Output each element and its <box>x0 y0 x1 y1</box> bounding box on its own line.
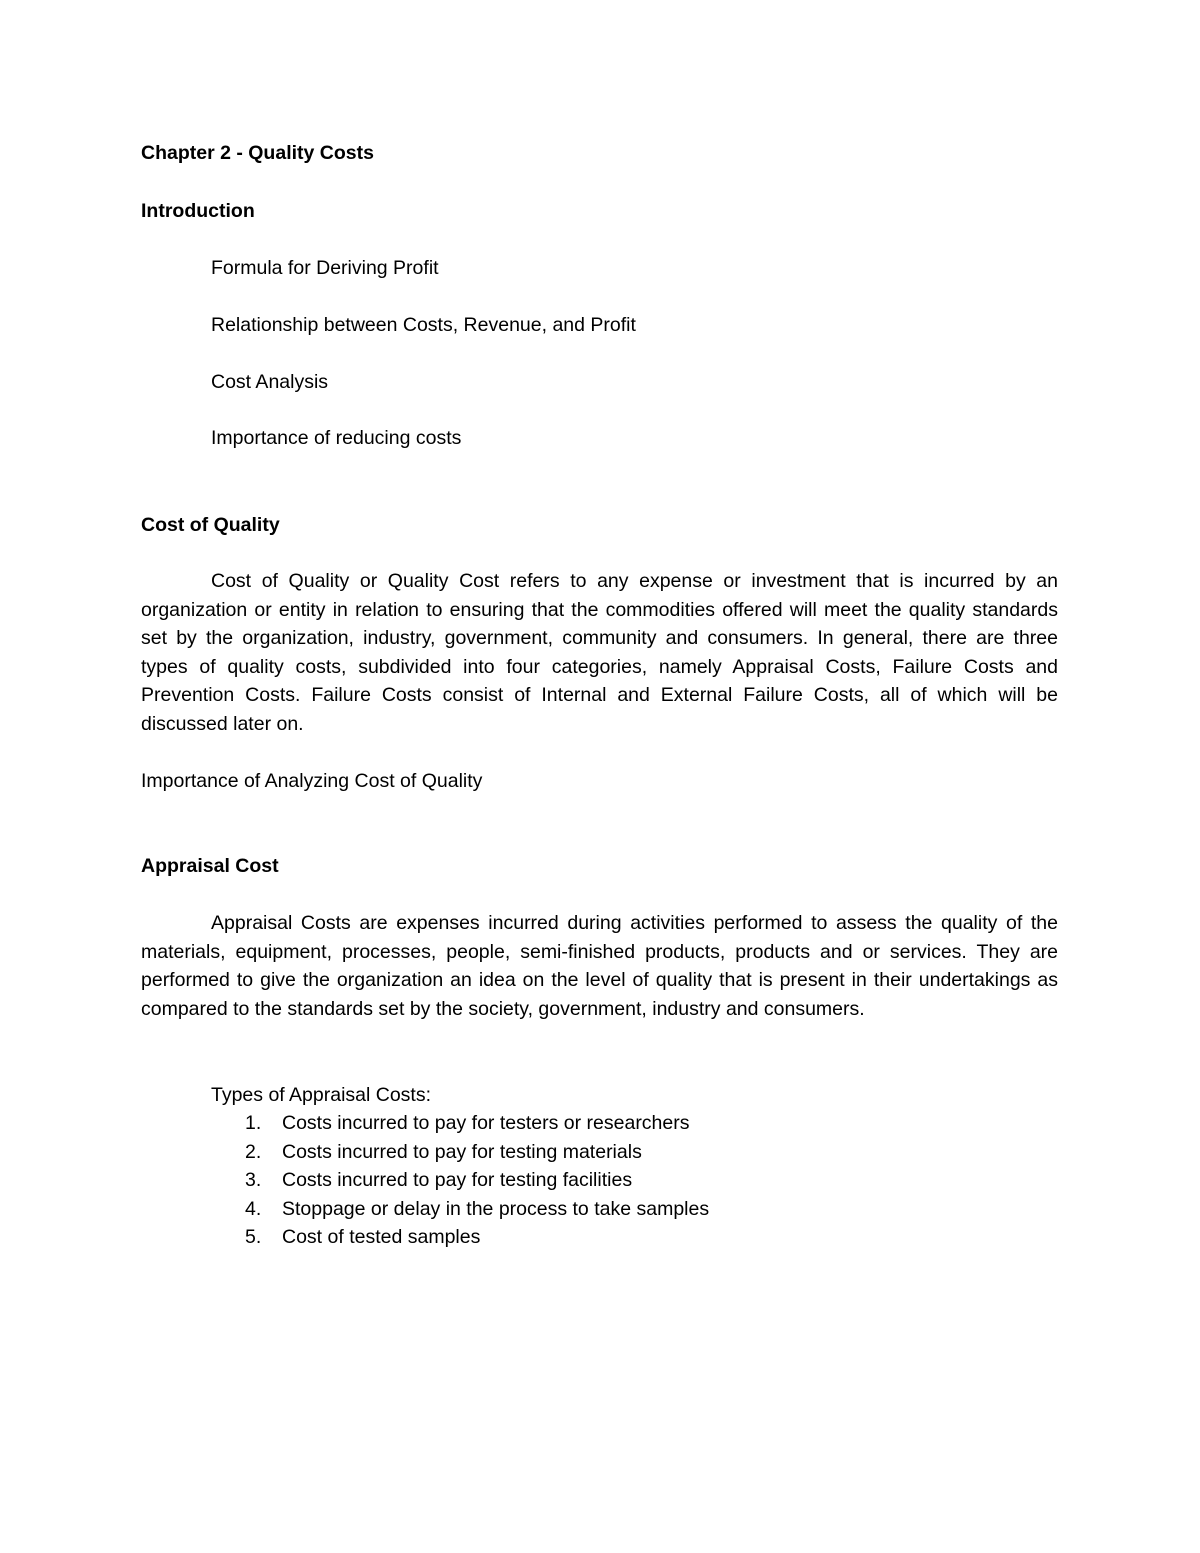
cost-of-quality-heading: Cost of Quality <box>141 514 280 536</box>
list-number: 2. <box>245 1140 262 1163</box>
list-item <box>141 1223 709 1252</box>
list-item <box>141 1109 709 1138</box>
list-text: Costs incurred to pay for testing materials <box>282 1140 642 1163</box>
list-item <box>141 1166 709 1195</box>
list-text: Stoppage or delay in the process to take samples <box>282 1197 710 1220</box>
intro-item-cost-analysis: Cost Analysis <box>211 371 329 393</box>
appraisal-cost-paragraph: Appraisal Costs are expenses incurred during activities performed to assess the quality of the materials, equipment, processes, people, semi-finished products, products and or services. They are performed to give the organization an idea on the level of quality that is present in their undertakings as compared to the standards set by the society, government, industry and consumers. <box>141 912 1058 1020</box>
appraisal-types-list <box>141 1109 709 1252</box>
list-number: 1. <box>245 1112 262 1134</box>
list-number: 5. <box>245 1226 262 1249</box>
list-item <box>141 1138 709 1167</box>
intro-item-reducing-costs: Importance of reducing costs <box>211 427 462 449</box>
intro-item-formula: Formula for Deriving Profit <box>211 257 439 279</box>
list-text: Costs incurred to pay for testing facilities <box>282 1169 633 1192</box>
appraisal-cost-heading: Appraisal Cost <box>141 855 279 877</box>
intro-item-relationship: Relationship between Costs, Revenue, and Profit <box>211 314 636 336</box>
list-text: Costs incurred to pay for testers or researchers <box>282 1112 690 1134</box>
importance-subheading: Importance of Analyzing Cost of Quality <box>141 770 483 792</box>
appraisal-types-label: Types of Appraisal Costs: <box>211 1084 432 1106</box>
list-number: 3. <box>245 1169 262 1192</box>
cost-of-quality-paragraph: Cost of Quality or Quality Cost refers to any expense or investment that is incurred by an organization or entity in relation to ensuring that the commodities offered will meet the quality standards set by the organization, industry, government, community and consumers. In general, there are three types of quality costs, subdivided into four categories, namely Appraisal Costs, Failure Costs and Prevention Costs. Failure Costs consist of Internal and External Failure Costs, all of which will be discussed later on. <box>141 570 1058 735</box>
chapter-title: Chapter 2 - Quality Costs <box>141 142 374 164</box>
list-text: Cost of tested samples <box>282 1226 481 1249</box>
list-item <box>141 1195 709 1224</box>
list-number: 4. <box>245 1197 262 1220</box>
introduction-heading: Introduction <box>141 200 255 222</box>
